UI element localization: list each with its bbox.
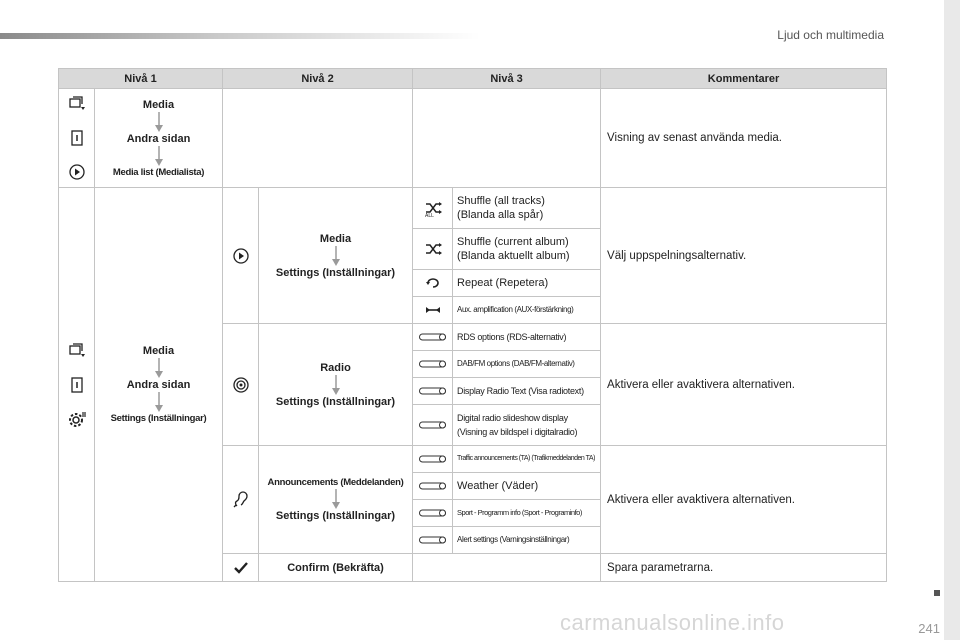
level2-icon-cell: [223, 446, 259, 554]
option-weather: Weather (Väder): [453, 473, 601, 500]
level3-icon-cell: [413, 500, 453, 527]
arrow-down-icon: [155, 392, 163, 412]
arrow-down-icon: [332, 489, 340, 509]
comment-announcements-settings: Aktivera eller avaktivera alternativen.: [601, 446, 887, 554]
level3-icon-cell: [413, 188, 453, 229]
level3-icon-cell: [413, 270, 453, 297]
media-disc-icon: [67, 162, 87, 182]
option-slideshow: Digital radio slideshow display (Visning av bildspel i digitalradio): [453, 405, 601, 446]
checkmark-icon: [231, 558, 251, 578]
toggle-switch-icon: [419, 360, 447, 368]
level3-icon-cell: [413, 405, 453, 446]
settings-gear-icon: [67, 409, 87, 429]
column-header-level2: Nivå 2: [223, 69, 413, 89]
column-header-level1: Nivå 1: [59, 69, 223, 89]
option-dab-fm: DAB/FM options (DAB/FM-alternativ): [453, 351, 601, 378]
level3-icon-cell: [413, 351, 453, 378]
table-header-row: [59, 69, 887, 89]
level2-path-announcements: [259, 446, 413, 554]
level2-empty: [223, 89, 413, 188]
option-shuffle-album: Shuffle (current album) (Blanda aktuellt album): [453, 229, 601, 270]
announcements-icon: [231, 490, 251, 510]
level3-icon-cell: [413, 473, 453, 500]
option-sport-info: Sport - Programm info (Sport - Programinfo): [453, 500, 601, 527]
page-icon: [67, 128, 87, 148]
page-edge-bar: [944, 0, 960, 640]
table-row: [59, 188, 887, 229]
level3-icon-cell: [413, 378, 453, 405]
end-marker: [934, 590, 940, 596]
repeat-icon: [423, 273, 443, 293]
shuffle-all-icon: [423, 198, 443, 218]
column-header-level3: Nivå 3: [413, 69, 601, 89]
level1-step-media: Media: [142, 98, 175, 111]
arrow-down-icon: [155, 358, 163, 378]
arrow-down-icon: [155, 146, 163, 166]
level2-step-settings: Settings (Inställningar): [275, 266, 396, 279]
level3-empty: [413, 554, 601, 582]
level1-step-media-list: Media list (Medialista): [112, 166, 205, 178]
level2-step-radio: Radio: [320, 361, 351, 374]
level3-empty: [413, 89, 601, 188]
level3-icon-cell: [413, 229, 453, 270]
level1-step-other-page: Andra sidan: [126, 379, 191, 391]
table-row: [59, 89, 887, 188]
column-header-comments: Kommentarer: [601, 69, 887, 89]
comment-confirm: Spara parametrarna.: [601, 554, 887, 582]
level1-step-settings: Settings (Inställningar): [110, 413, 207, 424]
page-number: 241: [918, 621, 940, 636]
level2-icon-cell: [223, 324, 259, 446]
level2-confirm: Confirm (Bekräfta): [259, 554, 413, 582]
option-alert-settings: Alert settings (Varningsinställningar): [453, 527, 601, 554]
level1-icons: [59, 89, 95, 188]
option-traffic-announcements: Traffic announcements (TA) (Trafikmeddelanden TA): [453, 446, 601, 473]
comment-media-list: Visning av senast använda media.: [601, 89, 887, 188]
toggle-switch-icon: [419, 509, 447, 517]
arrow-down-icon: [332, 375, 340, 395]
level2-icon-cell: [223, 554, 259, 582]
media-source-icon: [67, 341, 87, 361]
arrow-down-icon: [155, 112, 163, 132]
level2-path-radio: [259, 324, 413, 446]
option-shuffle-all: Shuffle (all tracks) (Blanda alla spår): [453, 188, 601, 229]
level2-path-media: [259, 188, 413, 324]
option-repeat: Repeat (Repetera): [453, 270, 601, 297]
level2-step-settings: Settings (Inställningar): [275, 510, 396, 522]
level3-icon-cell: [413, 324, 453, 351]
toggle-switch-icon: [419, 482, 447, 490]
radio-icon: [231, 375, 251, 395]
option-rds: RDS options (RDS-alternativ): [453, 324, 601, 351]
level1-icons: [59, 188, 95, 582]
level3-icon-cell: [413, 527, 453, 554]
section-title: Ljud och multimedia: [777, 28, 884, 42]
level1-step-media: Media: [142, 345, 175, 357]
svg-text:ALL: ALL: [424, 213, 434, 218]
option-radio-text: Display Radio Text (Visa radiotext): [453, 378, 601, 405]
header-gradient-bar: [0, 33, 480, 39]
shuffle-icon: [423, 239, 443, 259]
level2-icon-cell: [223, 188, 259, 324]
comment-radio-settings: Aktivera eller avaktivera alternativen.: [601, 324, 887, 446]
level2-step-media: Media: [319, 232, 352, 245]
option-aux-amplification: Aux. amplification (AUX-förstärkning): [453, 297, 601, 324]
media-disc-icon: [231, 246, 251, 266]
toggle-switch-icon: [419, 387, 447, 395]
toggle-switch-icon: [419, 333, 447, 341]
toggle-switch-icon: [419, 421, 447, 429]
arrow-down-icon: [332, 246, 340, 266]
level2-step-settings: Settings (Inställningar): [275, 395, 396, 408]
page-icon: [67, 375, 87, 395]
level1-path: [95, 188, 223, 582]
level3-icon-cell: [413, 446, 453, 473]
toggle-switch-icon: [419, 455, 447, 463]
media-source-icon: [67, 94, 87, 114]
menu-table: [58, 68, 887, 582]
level3-icon-cell: [413, 297, 453, 324]
toggle-switch-icon: [419, 536, 447, 544]
comment-media-settings: Välj uppspelningsalternativ.: [601, 188, 887, 324]
level1-step-other-page: Andra sidan: [126, 132, 191, 145]
level1-path: [95, 89, 223, 188]
aux-amplification-icon: [423, 300, 443, 320]
level2-step-announcements: Announcements (Meddelanden): [267, 477, 404, 488]
watermark: carmanualsonline.info: [560, 610, 785, 635]
